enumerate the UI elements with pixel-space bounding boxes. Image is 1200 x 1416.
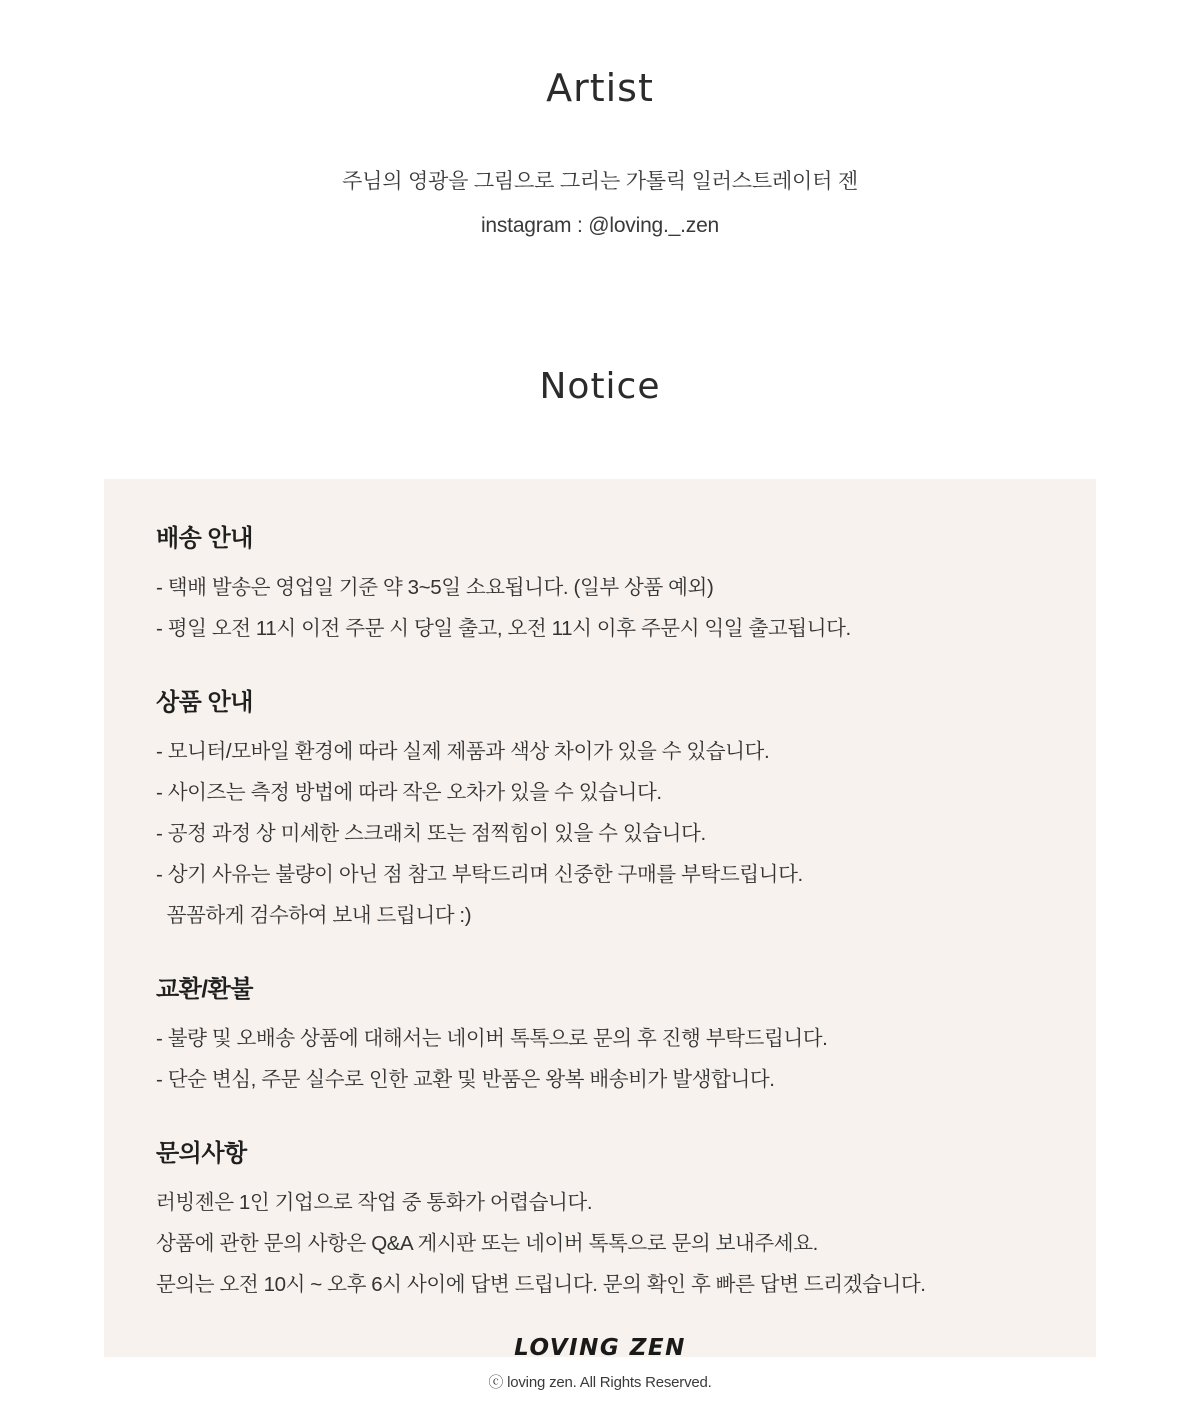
artist-instagram-line: instagram : @loving._.zen xyxy=(480,213,720,237)
notice-group-title: 배송 안내 xyxy=(156,524,253,552)
notice-group-line: - 모니터/모바일 환경에 따라 실제 제품과 색상 차이가 있을 수 있습니다. xyxy=(156,739,770,763)
notice-group-exchange-refund xyxy=(156,972,1096,1100)
brand-logo: LOVING ZEN xyxy=(514,1335,686,1361)
notice-group-shipping xyxy=(156,521,1096,649)
copyright-text: ⓒ loving zen. All Rights Reserved. xyxy=(488,1374,712,1391)
notice-group-line: 러빙젠은 1인 기업으로 작업 중 통화가 어렵습니다. xyxy=(156,1190,593,1214)
artist-heading: Artist xyxy=(546,66,654,110)
notice-group-line: 꼼꼼하게 검수하여 보내 드립니다 :) xyxy=(156,903,472,927)
notice-group-line: 문의는 오전 10시 ~ 오후 6시 사이에 답변 드립니다. 문의 확인 후 빠른 답변 드리겠습니다. xyxy=(156,1272,926,1296)
notice-group-line: - 택배 발송은 영업일 기준 약 3~5일 소요됩니다. (일부 상품 예외) xyxy=(156,575,714,599)
notice-group-line: - 사이즈는 측정 방법에 따라 작은 오차가 있을 수 있습니다. xyxy=(156,780,662,804)
page-footer xyxy=(0,1335,1200,1392)
notice-group-title: 상품 안내 xyxy=(156,688,253,716)
notice-group-inquiry xyxy=(156,1136,1096,1305)
notice-group-line: - 단순 변심, 주문 실수로 인한 교환 및 반품은 왕복 배송비가 발생합니다. xyxy=(156,1067,775,1091)
notice-heading: Notice xyxy=(539,365,661,407)
notice-group-line: - 불량 및 오배송 상품에 대해서는 네이버 톡톡으로 문의 후 진행 부탁드립니다. xyxy=(156,1026,828,1050)
notice-group-product xyxy=(156,685,1096,936)
artist-description-line: 주님의 영광을 그림으로 그리는 가톨릭 일러스트레이터 젠 xyxy=(342,169,858,193)
notice-group-line: 상품에 관한 문의 사항은 Q&A 게시판 또는 네이버 톡톡으로 문의 보내주세요. xyxy=(156,1231,818,1255)
artist-description xyxy=(0,160,1200,248)
artist-section xyxy=(0,0,1200,248)
notice-group-title: 문의사항 xyxy=(156,1139,247,1167)
notice-group-line: - 상기 사유는 불량이 아닌 점 참고 부탁드리며 신중한 구매를 부탁드립니다. xyxy=(156,862,803,886)
notice-group-title: 교환/환불 xyxy=(156,975,253,1003)
notice-group-line: - 공정 과정 상 미세한 스크래치 또는 점찍힘이 있을 수 있습니다. xyxy=(156,821,706,845)
notice-group-line: - 평일 오전 11시 이전 주문 시 당일 출고, 오전 11시 이후 주문시 익일 출고됩니다. xyxy=(156,616,851,640)
notice-box xyxy=(104,479,1096,1357)
